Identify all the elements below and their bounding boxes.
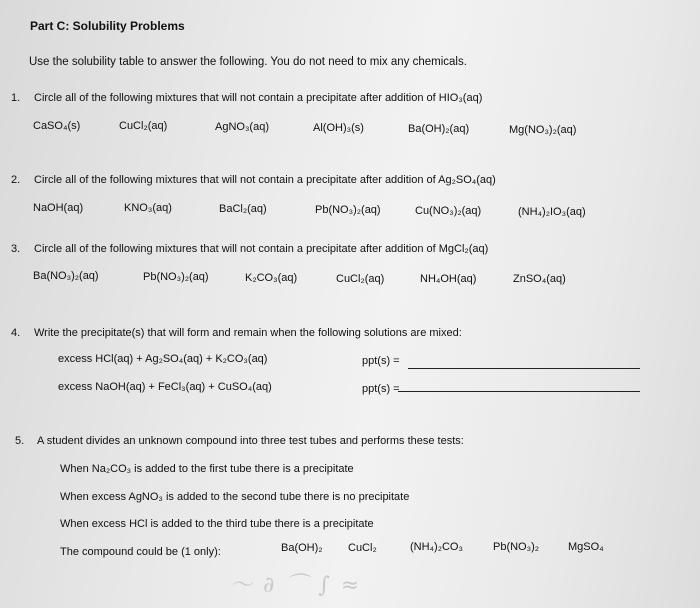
q3-option[interactable]: Pb(NO₃)₂(aq) xyxy=(143,271,209,283)
q4-number: 4. xyxy=(11,327,21,339)
q2-option[interactable]: (NH₄)₂IO₃(aq) xyxy=(518,206,586,218)
q2-number: 2. xyxy=(11,174,21,186)
q2-prompt: Circle all of the following mixtures that will not contain a precipitate after addition of Ag₂SO₄(aq) xyxy=(34,174,496,186)
q4-prompt: Write the precipitate(s) that will form and remain when the following solutions are mixed: xyxy=(34,327,462,339)
q2-option[interactable]: Cu(NO₃)₂(aq) xyxy=(415,205,482,217)
q4-ppt-label: ppt(s) = xyxy=(362,383,400,395)
instructions: Use the solubility table to answer the following. You do not need to mix any chemicals. xyxy=(29,56,467,68)
q1-option[interactable]: Ba(OH)₂(aq) xyxy=(408,123,470,135)
q3-prompt: Circle all of the following mixtures that will not contain a precipitate after addition of MgCl₂(aq) xyxy=(34,243,489,255)
q4-answer-line[interactable] xyxy=(398,391,640,392)
q5-test: When Na₂CO₃ is added to the first tube there is a precipitate xyxy=(60,463,354,475)
q4-ppt-label: ppt(s) = xyxy=(362,355,400,367)
q1-option[interactable]: CaSO₄(s) xyxy=(33,120,81,132)
q1-prompt: Circle all of the following mixtures that will not contain a precipitate after addition of HIO₃(aq) xyxy=(34,92,483,104)
q1-number: 1. xyxy=(11,92,21,104)
q3-option[interactable]: CuCl₂(aq) xyxy=(336,273,385,285)
q3-option[interactable]: NH₄OH(aq) xyxy=(420,273,477,285)
q5-number: 5. xyxy=(15,435,25,447)
q5-compound-prompt: The compound could be (1 only): xyxy=(60,546,221,558)
q1-option[interactable]: CuCl₂(aq) xyxy=(119,120,168,132)
q4-answer-line[interactable] xyxy=(408,368,640,369)
q3-option[interactable]: ZnSO₄(aq) xyxy=(513,273,566,285)
q2-option[interactable]: BaCl₂(aq) xyxy=(219,203,267,215)
q5-test: When excess HCl is added to the third tube there is a precipitate xyxy=(60,518,374,530)
q2-option[interactable]: KNO₃(aq) xyxy=(124,202,172,214)
q2-option[interactable]: NaOH(aq) xyxy=(33,202,84,214)
q4-mixture: excess NaOH(aq) + FeCl₃(aq) + CuSO₄(aq) xyxy=(58,381,272,393)
q5-option[interactable]: Pb(NO₃)₂ xyxy=(493,541,540,553)
q3-option[interactable]: Ba(NO₃)₂(aq) xyxy=(33,270,99,282)
q5-option[interactable]: Ba(OH)₂ xyxy=(281,542,323,554)
page-title: Part C: Solubility Problems xyxy=(30,19,185,33)
q5-option[interactable]: MgSO₄ xyxy=(568,541,604,553)
q5-test: When excess AgNO₃ is added to the second tube there is no precipitate xyxy=(60,491,410,503)
q5-option[interactable]: CuCl₂ xyxy=(348,542,377,554)
q5-option[interactable]: (NH₄)₂CO₃ xyxy=(410,541,463,553)
q3-number: 3. xyxy=(11,243,21,255)
q2-option[interactable]: Pb(NO₃)₂(aq) xyxy=(315,204,381,216)
q3-option[interactable]: K₂CO₃(aq) xyxy=(245,272,298,284)
q5-prompt: A student divides an unknown compound into three test tubes and performs these tests: xyxy=(37,435,464,447)
q4-mixture: excess HCl(aq) + Ag₂SO₄(aq) + K₂CO₃(aq) xyxy=(58,353,268,365)
q1-option[interactable]: AgNO₃(aq) xyxy=(215,121,269,133)
q1-option[interactable]: Mg(NO₃)₂(aq) xyxy=(509,124,577,136)
q1-option[interactable]: Al(OH)₃(s) xyxy=(313,122,364,134)
faint-handwriting-decoration: 〜 ∂ ⌒ ∫ ≈ xyxy=(230,573,362,598)
